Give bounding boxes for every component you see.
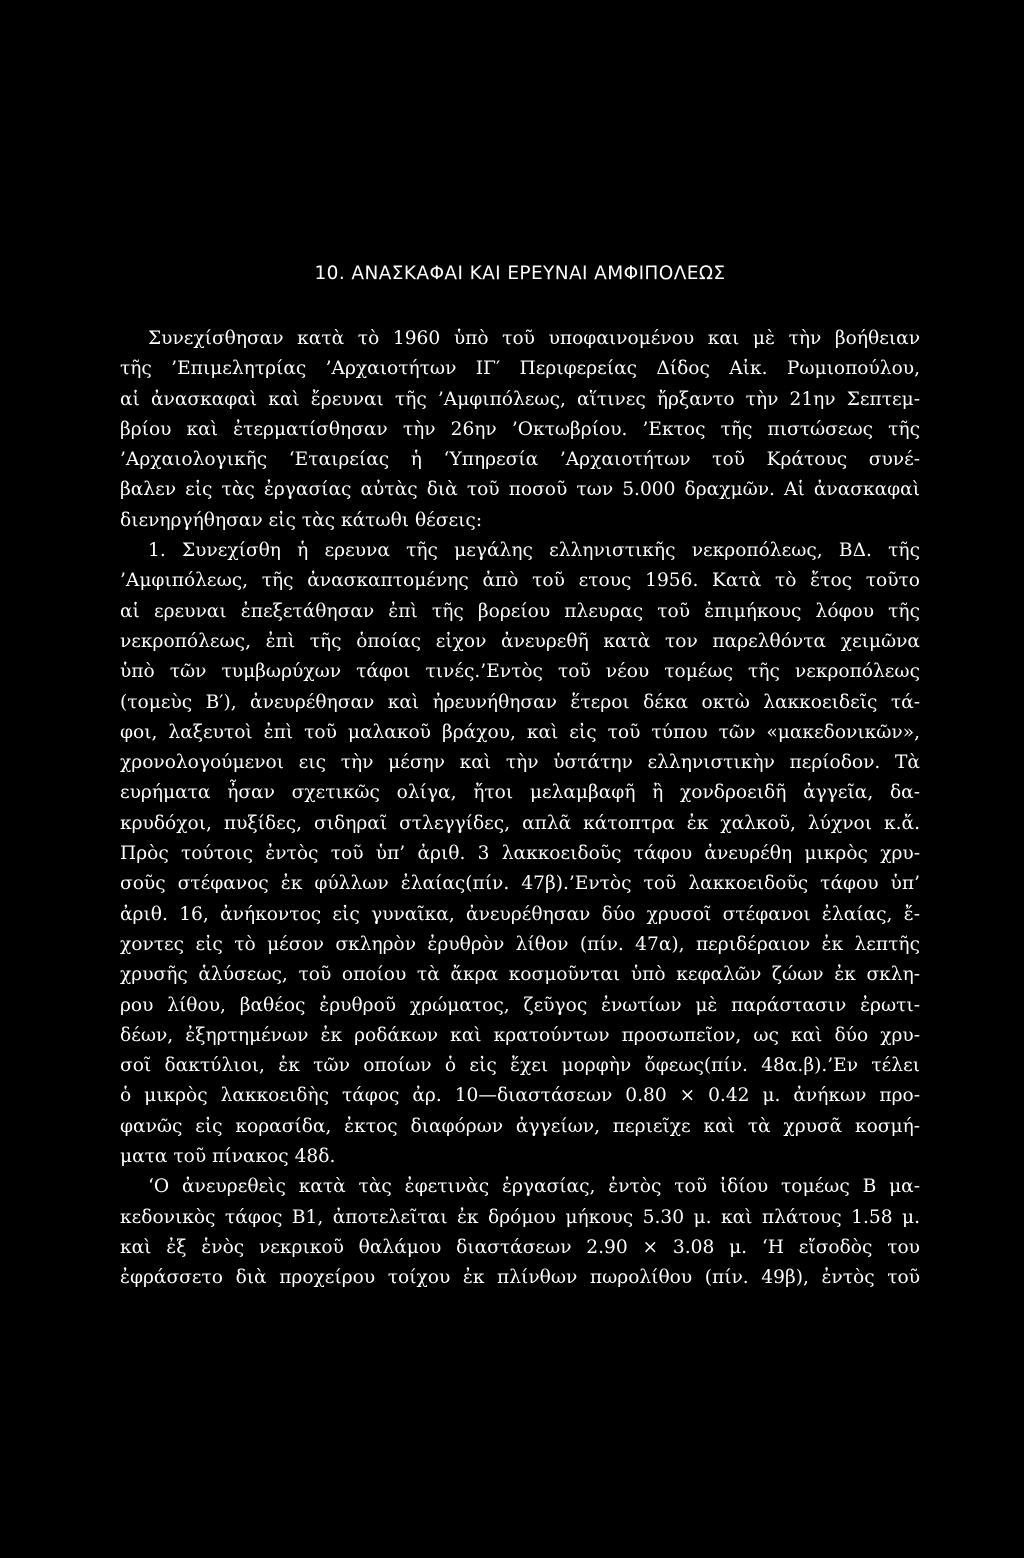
- text-line: (τομεὺς Β′), ἀνευρέθησαν καὶ ἠρευνήθησαν ἕτεροι δέκα οκτὼ λακκοειδεῖς τά-: [120, 691, 920, 713]
- text-line: βρίου καὶ ἐτερματίσθησαν τὴν 26ην ’Οκτωβρίου. ’Εκτος τῆς πιστώσεως τῆς: [120, 418, 920, 440]
- text-line: διενηργήθησαν εἰς τὰς κάτωθι θέσεις:: [120, 509, 483, 531]
- text-line: νεκροπόλεως, ἐπὶ τῆς ὁποίας εἰχον ἀνευρεθῆ κατὰ τον παρελθόντα χειμῶνα: [120, 630, 920, 652]
- text-line: σοῖ δακτύλιοι, ἐκ τῶν οποίων ὁ εἰς ἔχει μορφὴν ὄφεως(πίν. 48α.β).’Εν τέλει: [120, 1055, 920, 1077]
- text-line: αἱ ερευναι ἐπεξετάθησαν ἐπὶ τῆς βορείου πλευρας τοῦ ἐπιμήκους λόφου τῆς: [120, 600, 920, 622]
- text-line: φανῶς εἰς κορασίδα, ἐκτος διαφόρων ἀγγείων, περιεῖχε καὶ τὰ χρυσᾶ κοσμή-: [120, 1115, 920, 1137]
- text-line: φοι, λαξευτοὶ ἐπὶ τοῦ μαλακοῦ βράχου, καὶ εἰς τοῦ τύπου τῶν «μακεδονικῶν»,: [120, 721, 920, 743]
- text-line: δέων, ἐξηρτημένων ἐκ ροδάκων καὶ κρατούντων προσωπεῖον, ως καὶ δύο χρυ-: [120, 1024, 920, 1046]
- text-line: χρυσῆς ἁλύσεως, τοῦ οποίου τὰ ἄκρα κοσμοῦνται ὑπὸ κεφαλῶν ζώων ἐκ σκλη-: [120, 964, 920, 986]
- paragraph-1: [120, 324, 920, 536]
- text-line: Πρὸς τούτοις ἐντὸς τοῦ ὑπ’ ἀριθ. 3 λακκοειδοῦς τάφου ἀνευρέθη μικρὸς χρυ-: [120, 843, 920, 865]
- text-line: ὁ μικρὸς λακκοειδὴς τάφος ἀρ. 10—διαστάσεων 0.80 × 0.42 μ. ἀνήκων προ-: [120, 1085, 920, 1107]
- text-line: ‘Ο ἀνευρεθεὶς κατὰ τὰς ἐφετινὰς ἐργασίας, ἐντὸς τοῦ ἰδίου τομέως Β μα-: [148, 1176, 920, 1198]
- paragraph-3: [120, 1172, 920, 1293]
- text-line: ’Αρχαιολογικῆς ‘Εταιρείας ἡ ‘Υπηρεσία ’Αρχαιοτήτων τοῦ Κράτους συνέ-: [120, 449, 920, 471]
- text-line: ’Αμφιπόλεως, τῆς ἀνασκαπτομένης ἀπὸ τοῦ ετους 1956. Κατὰ τὸ ἔτος τοῦτο: [120, 570, 920, 592]
- text-line: αἱ ἀνασκαφαὶ καὶ ἔρευναι τῆς ’Αμφιπόλεως, αἵτινες ἤρξαντο τὴν 21ην Σεπτεμ-: [120, 388, 920, 410]
- text-line: τῆς ’Επιμελητρίας ’Αρχαιοτήτων ΙΓ′ Περιφερείας Δίδος Αἰκ. Ρωμιοπούλου,: [120, 358, 920, 380]
- text-line: ἐφράσσετο διὰ προχείρου τοίχου ἐκ πλίνθων πωρολίθου (πίν. 49β), ἐντὸς τοῦ: [120, 1267, 920, 1289]
- text-line: Συνεχίσθησαν κατὰ τὸ 1960 ὑπὸ τοῦ υποφαινομένου και μὲ τὴν βοήθειαν: [148, 328, 920, 349]
- text-line: ἀριθ. 16, ἀνήκοντος εἰς γυναῖκα, ἀνευρέθησαν δύο χρυσοῖ στέφανοι ἐλαίας, ἔ-: [120, 903, 920, 925]
- text-line: ευρήματα ἦσαν σχετικῶς ολίγα, ἤτοι μελαμβαφῆ ἢ χονδροειδῆ ἀγγεῖα, δα-: [120, 782, 920, 804]
- text-line: κρυδόχοι, πυξίδες, σιδηραῖ στλεγγίδες, απλᾶ κάτοπτρα ἐκ χαλκοῦ, λύχνοι κ.ἄ.: [120, 812, 920, 834]
- text-line: σοῦς στέφανος ἐκ φύλλων ἐλαίας(πίν. 47β).’Εντὸς τοῦ λακκοειδοῦς τάφου ὑπ’: [120, 873, 920, 895]
- document-page: [120, 262, 920, 1294]
- text-line: καὶ ἐξ ἑνὸς νεκρικοῦ θαλάμου διαστάσεων 2.90 × 3.08 μ. ‘Η εἴσοδὸς του: [120, 1236, 920, 1258]
- text-line: χρονολογούμενοι εις τὴν μέσην καὶ τὴν ὑστάτην ελληνιστικὴν περίοδον. Τὰ: [120, 752, 920, 774]
- text-line: ματα τοῦ πίνακος 48δ.: [120, 1146, 336, 1168]
- text-line: χοντες εἰς τὸ μέσον σκληρὸν ἐρυθρὸν λίθον (πίν. 47α), περιδέραιον ἐκ λεπτῆς: [120, 933, 920, 955]
- text-line: ὑπὸ τῶν τυμβωρύχων τάφοι τινές.’Εντὸς τοῦ νέου τομέως τῆς νεκροπόλεως: [120, 661, 920, 683]
- paragraph-2: [120, 536, 920, 1172]
- section-heading: 10. ΑΝΑΣΚΑΦΑΙ ΚΑΙ ΕΡΕΥΝΑΙ ΑΜΦΙΠΟΛΕΩΣ: [314, 263, 726, 284]
- text-line: 1. Συνεχίσθη ἡ ερευνα τῆς μεγάλης ελληνιστικῆς νεκροπόλεως, ΒΔ. τῆς: [148, 540, 920, 562]
- text-line: βαλεν εἰς τὰς ἐργασίας αὐτὰς διὰ τοῦ ποσοῦ των 5.000 δραχμῶν. Αἱ ἀνασκαφαὶ: [120, 479, 920, 501]
- text-line: ρου λίθου, βαθέος ἐρυθροῦ χρώματος, ζεῦγος ἐνωτίων μὲ παράστασιν ἐρωτι-: [120, 994, 920, 1016]
- text-line: κεδονικὸς τάφος Β1, ἀποτελεῖται ἐκ δρόμου μήκους 5.30 μ. καὶ πλάτους 1.58 μ.: [120, 1206, 920, 1228]
